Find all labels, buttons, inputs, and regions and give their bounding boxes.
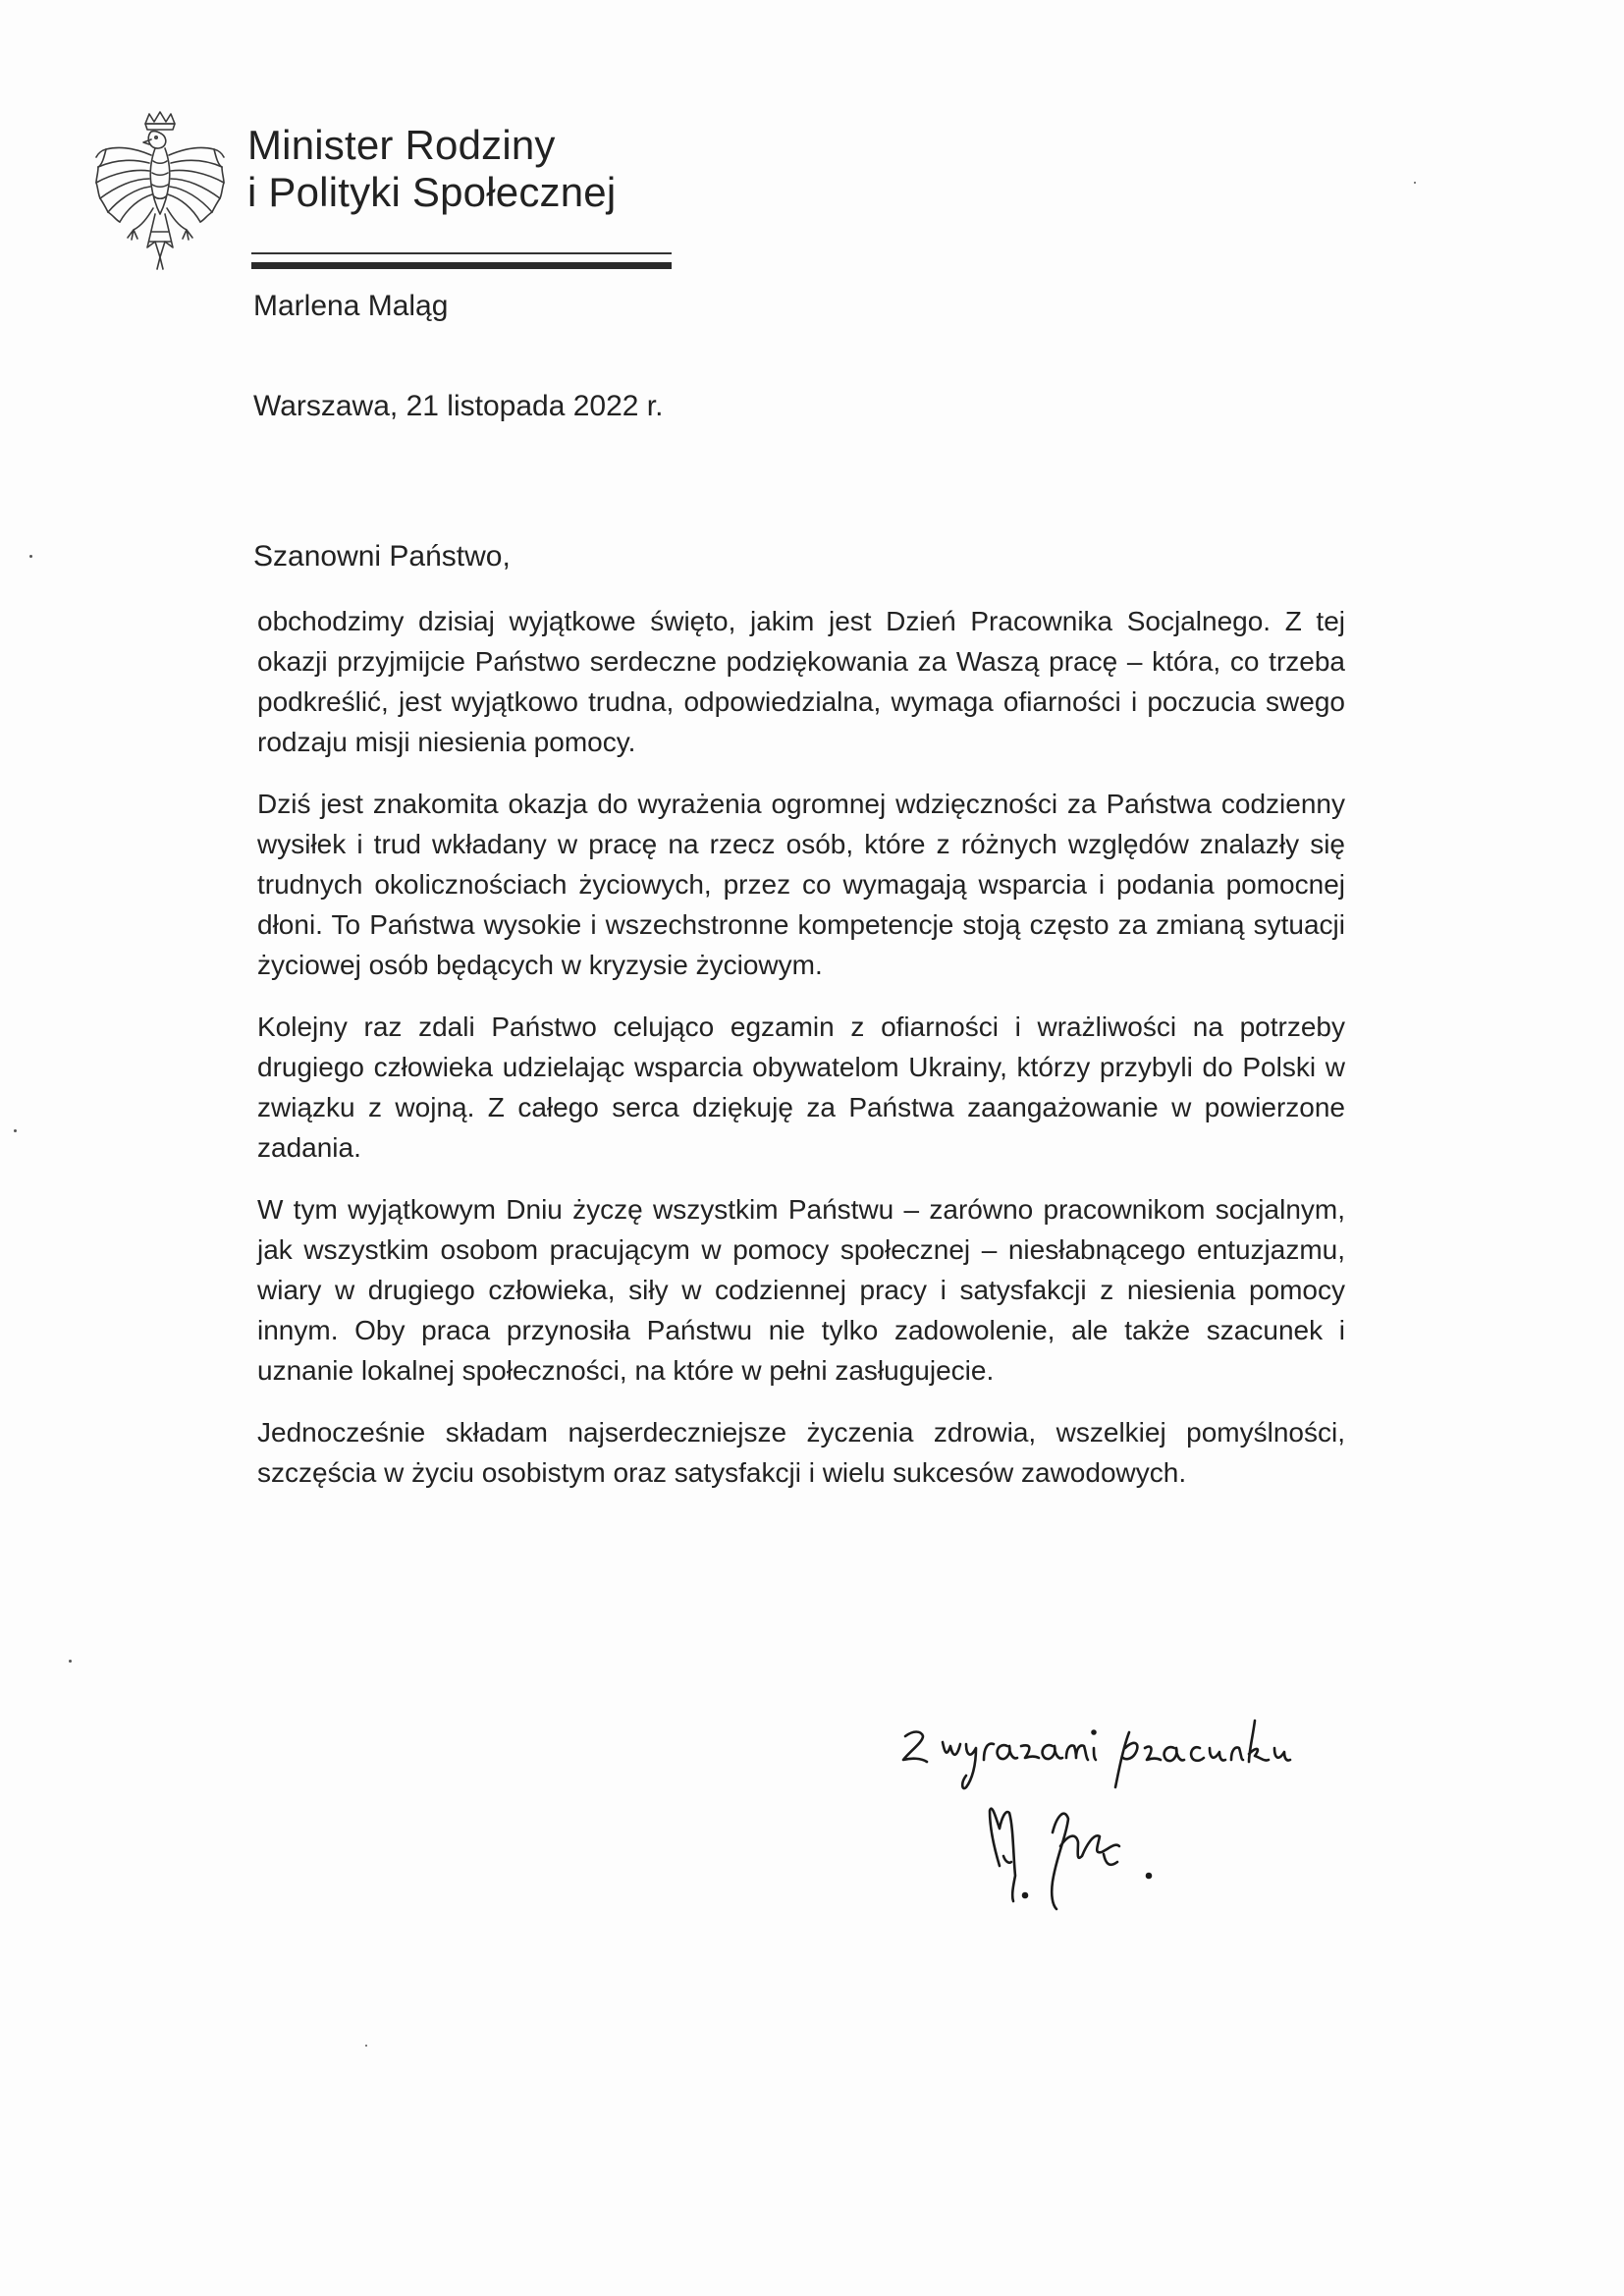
paragraph-3: Kolejny raz zdali Państwo celująco egzamin z ofiarności i wrażliwości na potrzeby drugiego człowieka udzielając wsparcia obywatelom Ukrainy, którzy przybyli do Polski w związku z wojną. Z całego serca dziękuję za Państwa zaangażowanie w powierzone zadania.: [257, 1011, 1345, 1163]
letter-body: [257, 601, 1345, 1514]
institution-line-1: Minister Rodziny: [247, 122, 556, 168]
paragraph-1: obchodzimy dzisiaj wyjątkowe święto, jakim jest Dzień Pracownika Socjalnego. Z tej okazji przyjmijcie Państwo serdeczne podziękowania za Waszą pracę – która, co trzeba podkreślić, jest wyjątkowo trudna, odpowiedzialna, wymaga ofiarności i poczucia swego rodzaju misji niesienia pomocy.: [257, 606, 1345, 757]
scan-speck: [69, 1660, 72, 1663]
polish-eagle-emblem-icon: [86, 110, 234, 275]
scan-speck: [14, 1129, 17, 1132]
institution-line-2: i Polityki Społecznej: [247, 169, 617, 215]
minister-name: Marlena Maląg: [253, 290, 449, 322]
paragraph-5: Jednocześnie składam najserdeczniejsze życzenia zdrowia, wszelkiej pomyślności, szczęścia w życiu osobistym oraz satysfakcji i wielu sukcesów zawodowych.: [257, 1417, 1345, 1488]
place-and-date: Warszawa, 21 listopada 2022 r.: [253, 390, 664, 422]
handwritten-signature: [884, 1709, 1335, 1944]
institution-name: [247, 122, 616, 216]
paragraph-4: W tym wyjątkowym Dniu życzę wszystkim Państwu – zarówno pracownikom socjalnym, jak wszystkim osobom pracującym w pomocy społecznej – niesłabnącego entuzjazmu, wiary w drugiego człowieka, siły w codziennej pracy i satysfakcji z niesienia pomocy innym. Oby praca przynosiła Państwu nie tylko zadowolenie, ale także szacunek i uznanie lokalnej społeczności, na które w pełni zasługujecie.: [257, 1194, 1345, 1386]
scan-speck: [1414, 182, 1416, 184]
paragraph-2: Dziś jest znakomita okazja do wyrażenia ogromnej wdzięczności za Państwa codzienny wysiłek i trud wkładany w pracę na rzecz osób, które z różnych względów znalazły się trudnych okolicznościach życiowych, przez co wymagają wsparcia i podania pomocnej dłoni. To Państwa wysokie i wszechstronne kompetencje stoją często za zmianą sytuacji życiowej osób będących w kryzysie życiowym.: [257, 789, 1345, 980]
scan-speck: [29, 555, 32, 558]
header-divider-thick: [251, 262, 672, 269]
scan-speck: [365, 2045, 367, 2047]
salutation: Szanowni Państwo,: [253, 540, 511, 573]
header-divider-thin: [251, 252, 672, 254]
